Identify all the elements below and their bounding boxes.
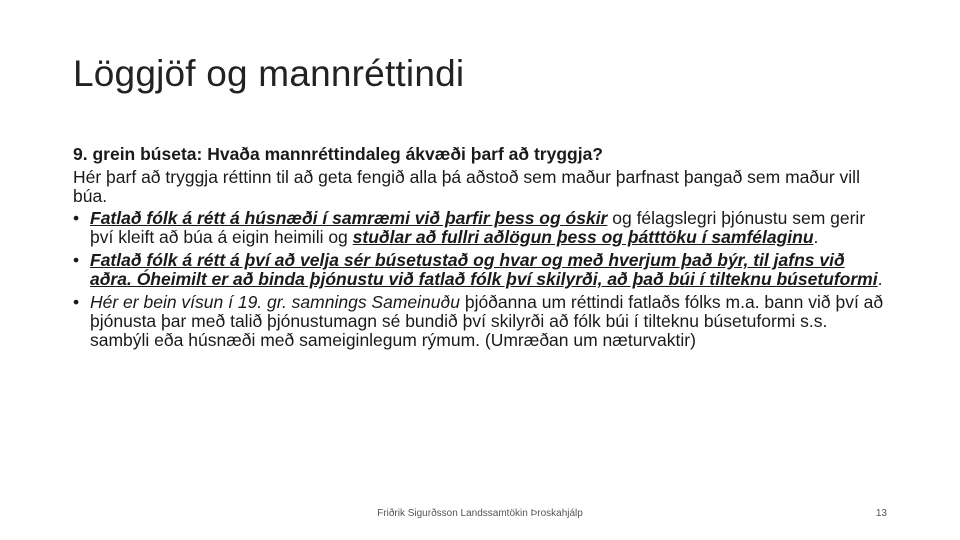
bullet-item-1: [73, 209, 888, 247]
bullet-item-2: [73, 251, 888, 289]
bullet-1-text: og félagslegri þjónustu sem gerir því kleift að búa á eigin heimili og: [90, 208, 866, 247]
bullet-3-text: þjóðanna um réttindi fatlaðs fólks m.a. bann við því að þjónusta þar með talið þjónustumagn sé bundið því skilyrði að fólk búi í tilteknu búsetuformi s.s. sambýli eða húsnæði með sameiginlegum rýmum. (Umræðan um næturvaktir): [90, 292, 884, 350]
page-number: 13: [875, 508, 887, 519]
bullet-2-period: .: [877, 269, 883, 289]
bullet-1-period: .: [813, 227, 819, 247]
bullet-marker: •: [73, 250, 80, 270]
bullet-3-italic: Hér er bein vísun í 19. gr. samnings Sameinuðu: [90, 292, 460, 312]
section-heading: 9. grein búseta: Hvaða mannréttindaleg ákvæði þarf að tryggja?: [73, 144, 603, 164]
slide-body: [73, 145, 888, 354]
bullet-1-emphasis-2: stuðlar að fullri aðlögun þess og þátttöku í samfélaginu: [352, 227, 814, 247]
bullet-1-emphasis: Fatlað fólk á rétt á húsnæði í samræmi við þarfir þess og óskir: [90, 208, 608, 228]
intro-paragraph: Hér þarf að tryggja réttinn til að geta fengið alla þá aðstoð sem maður þarfnast þangað sem maður vill búa.: [73, 167, 860, 206]
slide-footer: Friðrik Sigurðsson Landssamtökin Þroskahjálp: [377, 508, 583, 519]
bullet-item-3: [73, 293, 888, 350]
bullet-2-emphasis: Fatlað fólk á rétt á því að velja sér búsetustað og hvar og með hverjum það býr, til jafns við aðra. Óheimilt er að binda þjónustu við fatlað fólk því skilyrði, að það búi í tilteknu búsetuformi: [90, 250, 878, 289]
slide-title: Löggjöf og mannréttindi: [73, 53, 465, 94]
bullet-marker: •: [73, 208, 80, 228]
bullet-marker: •: [73, 292, 80, 312]
